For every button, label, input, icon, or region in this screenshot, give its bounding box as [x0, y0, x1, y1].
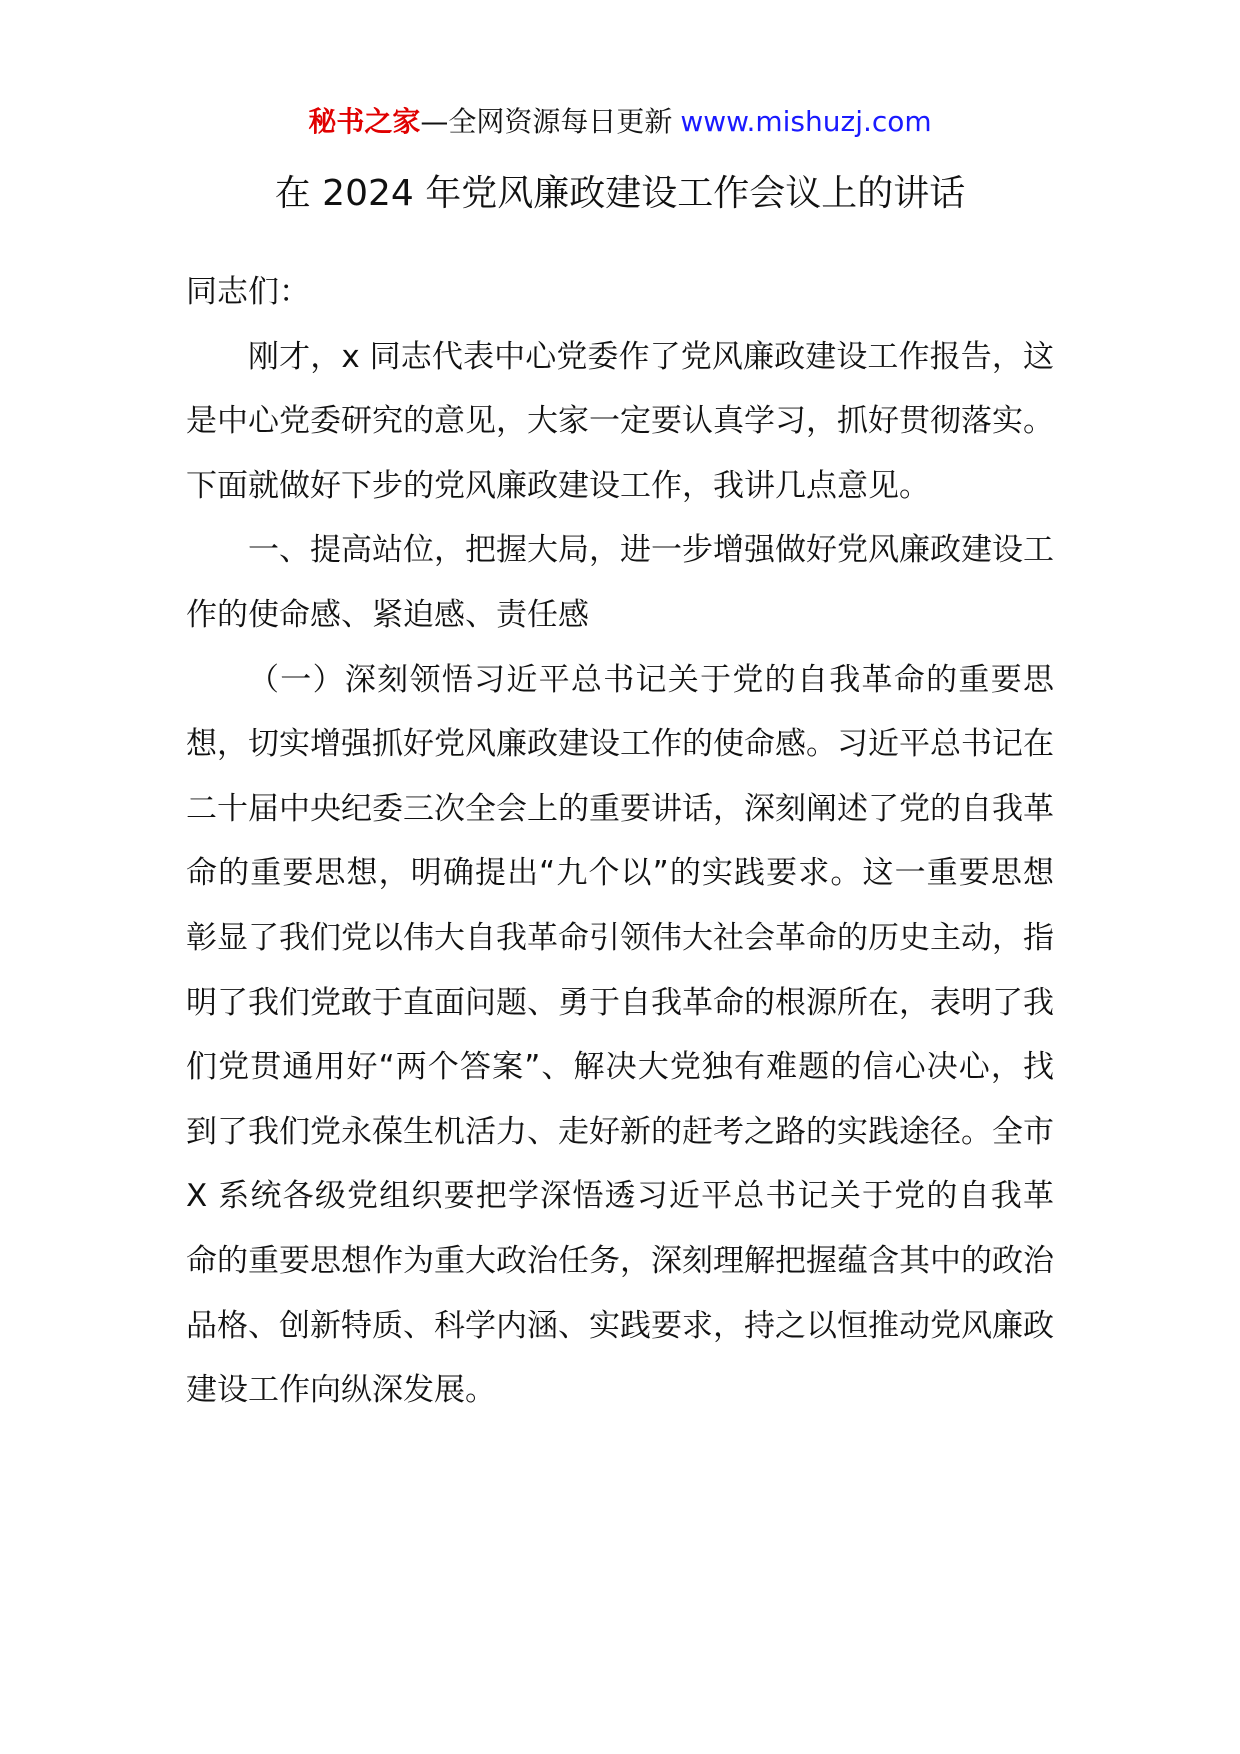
intro-paragraph: 刚才，x 同志代表中心党委作了党风廉政建设工作报告，这是中心党委研究的意见，大家一定要认真学习，抓好贯彻落实。下面就做好下步的党风廉政建设工作，我讲几点意见。	[186, 338, 1054, 504]
section-heading: 一、提高站位，把握大局，进一步增强做好党风廉政建设工作的使命感、紧迫感、责任感	[186, 532, 1054, 633]
salutation: 同志们：	[186, 274, 310, 310]
site-brand: 秘书之家	[308, 105, 421, 138]
site-tagline: —全网资源每日更新	[420, 105, 673, 138]
site-url-link[interactable]: www.mishuzj.com	[680, 105, 932, 138]
site-header	[0, 102, 1240, 142]
subsection-paragraph: （一）深刻领悟习近平总书记关于党的自我革命的重要思想，切实增强抓好党风廉政建设工作的使命感。习近平总书记在二十届中央纪委三次全会上的重要讲话，深刻阐述了党的自我革命的重要思想，明确提出“九个以”的实践要求。这一重要思想彰显了我们党以伟大自我革命引领伟大社会革命的历史主动，指明了我们党敢于直面问题、勇于自我革命的根源所在，表明了我们党贯通用好“两个答案”、解决大党独有难题的信心决心，找到了我们党永葆生机活力、走好新的赶考之路的实践途径。全市 X 系统各级党组织要把学深悟透习近平总书记关于党的自我革命的重要思想作为重大政治任务，深刻理解把握蕴含其中的政治品格、创新特质、科学内涵、实践要求，持之以恒推动党风廉政建设工作向纵深发展。	[186, 661, 1054, 1409]
document-body	[186, 260, 1054, 1423]
document-title: 在 2024 年党风廉政建设工作会议上的讲话	[274, 173, 966, 214]
